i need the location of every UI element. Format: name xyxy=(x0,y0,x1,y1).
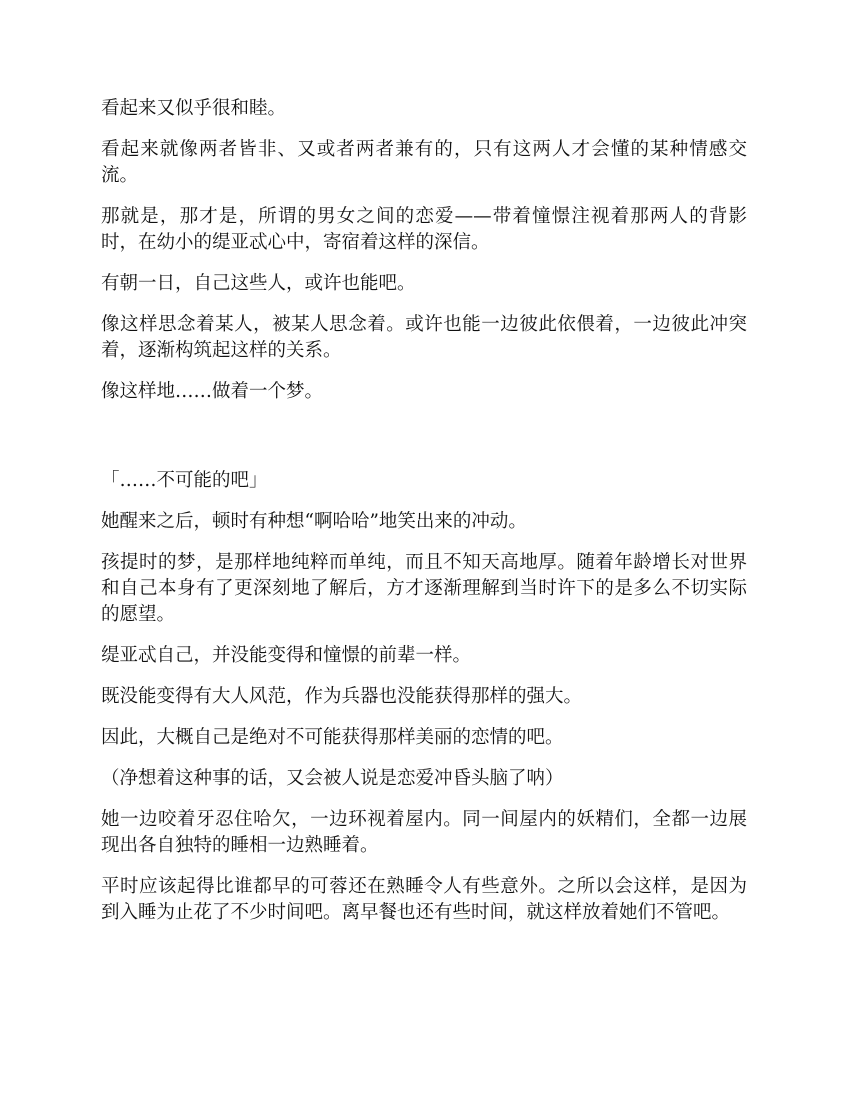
paragraph: 因此，大概自己是绝对不可能获得那样美丽的恋情的吧。 xyxy=(101,727,564,748)
scene-break xyxy=(101,420,747,468)
paragraph: 看起来就像两者皆非、又或者两者兼有的，只有这两人才会懂的某种情感交流。 xyxy=(101,139,747,186)
paragraph: 像这样地……做着一个梦。 xyxy=(101,381,324,402)
paragraph: 平时应该起得比谁都早的可蓉还在熟睡令人有些意外。之所以会这样，是因为到入睡为止花了不少时间吧。离早餐也还有些时间，就这样放着她们不管吧。 xyxy=(101,876,747,923)
paragraph: 她一边咬着牙忍住哈欠，一边环视着屋内。同一间屋内的妖精们，全都一边展现出各自独特的睡相一边熟睡着。 xyxy=(101,809,747,856)
document-page xyxy=(101,96,747,941)
paragraph: （净想着这种事的话，又会被人说是恋爱冲昏头脑了呐） xyxy=(101,768,564,789)
paragraph: 那就是，那才是，所谓的男女之间的恋爱——带着憧憬注视着那两人的背影时，在幼小的缇亚忒心中，寄宿着这样的深信。 xyxy=(101,206,747,253)
paragraph: 既没能变得有大人风范，作为兵器也没能获得那样的强大。 xyxy=(101,686,583,707)
paragraph: 有朝一日，自己这些人，或许也能吧。 xyxy=(101,273,416,294)
paragraph: 缇亚忒自己，并没能变得和憧憬的前辈一样。 xyxy=(101,645,472,666)
paragraph: 孩提时的梦，是那样地纯粹而单纯，而且不知天高地厚。随着年龄增长对世界和自己本身有了更深刻地了解后，方才逐渐理解到当时许下的是多么不切实际的愿望。 xyxy=(101,552,747,625)
paragraph: 「……不可能的吧」 xyxy=(101,470,268,491)
paragraph: 看起来又似乎很和睦。 xyxy=(101,98,287,119)
paragraph: 她醒来之后，顿时有种想“啊哈哈”地笑出来的冲动。 xyxy=(101,511,527,532)
paragraph: 像这样思念着某人，被某人思念着。或许也能一边彼此依偎着，一边彼此冲突着，逐渐构筑起这样的关系。 xyxy=(101,314,747,361)
